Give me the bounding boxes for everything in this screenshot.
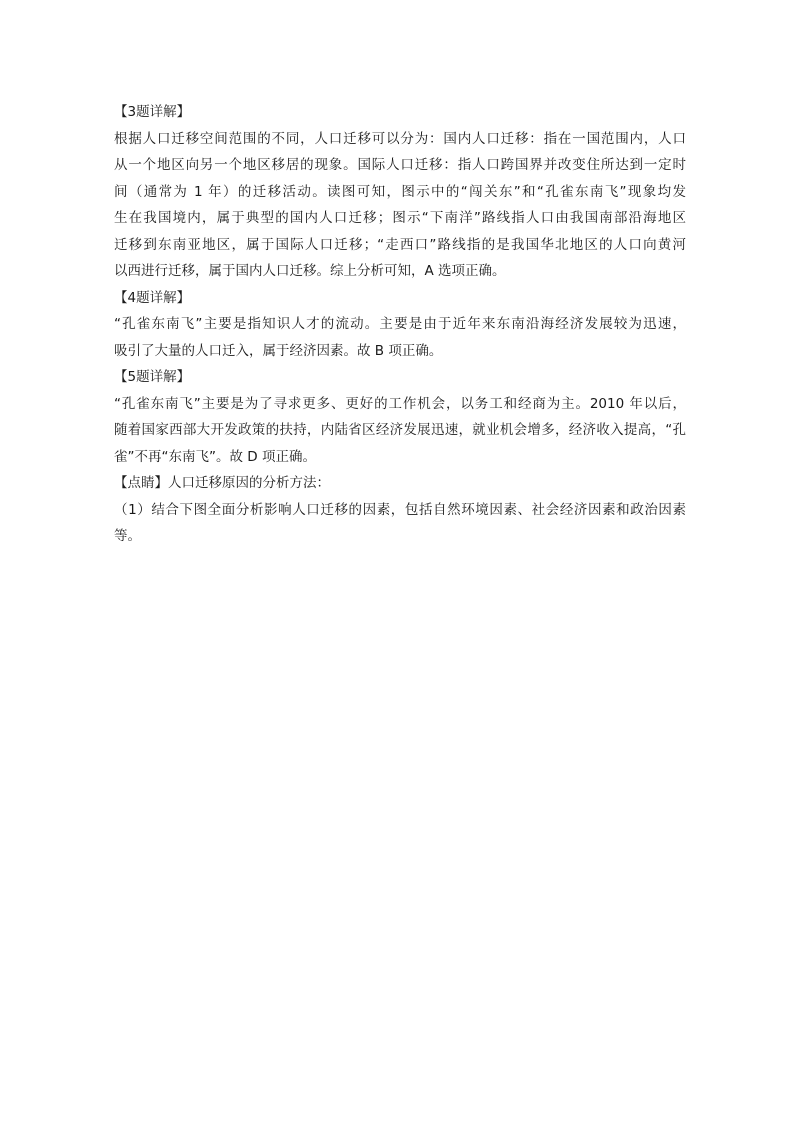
q4-heading: 【4题详解】: [114, 289, 191, 306]
document-page: [114, 99, 686, 550]
q5-heading: 【5题详解】: [114, 369, 191, 385]
q3-paragraph-line: 根据人口迁移空间范围的不同，人口迁移可以分为：国内人口迁移：指在一国范围内，人口: [114, 130, 686, 147]
q3-paragraph-line: 以西进行迁移，属于国内人口迁移。综上分析可知，A 选项正确。: [114, 263, 506, 279]
q4-paragraph-line: “孔雀东南飞”主要是指知识人才的流动。主要是由于近年来东南沿海经济发展较为迅速，: [114, 316, 686, 332]
q5-paragraph-line: 随着国家西部大开发政策的扶持，内陆省区经济发展迅速，就业机会增多，经济收入提高，“孔: [114, 422, 686, 438]
q5-paragraph-line: 雀”不再“东南飞”。故 D 项正确。: [114, 448, 316, 465]
q3-paragraph-line: 迁移到东南亚地区，属于国际人口迁移；“走西口”路线指的是我国华北地区的人口向黄河: [114, 236, 686, 253]
q4-paragraph-line: 吸引了大量的人口迁入，属于经济因素。故 B 项正确。: [114, 342, 443, 359]
q3-paragraph-line: 从一个地区向另一个地区移居的现象。国际人口迁移：指人口跨国界并改变住所达到一定时: [114, 157, 686, 173]
dianjing-heading: 【点睛】人口迁移原因的分析方法：: [114, 475, 330, 491]
q3-heading: 【3题详解】: [114, 104, 191, 120]
dianjing-paragraph-line: 等。: [114, 528, 141, 544]
q3-paragraph-line: 生在我国境内，属于典型的国内人口迁移；图示“下南洋”路线指人口由我国南部沿海地区: [114, 210, 686, 226]
q5-paragraph-line: “孔雀东南飞”主要是为了寻求更多、更好的工作机会，以务工和经商为主。2010 年以后，: [114, 395, 686, 412]
dianjing-paragraph-line: （1）结合下图全面分析影响人口迁移的因素，包括自然环境因素、社会经济因素和政治因素: [114, 501, 686, 518]
q3-paragraph-line: 间（通常为 1 年）的迁移活动。读图可知，图示中的“闯关东”和“孔雀东南飞”现象均发: [114, 183, 686, 200]
